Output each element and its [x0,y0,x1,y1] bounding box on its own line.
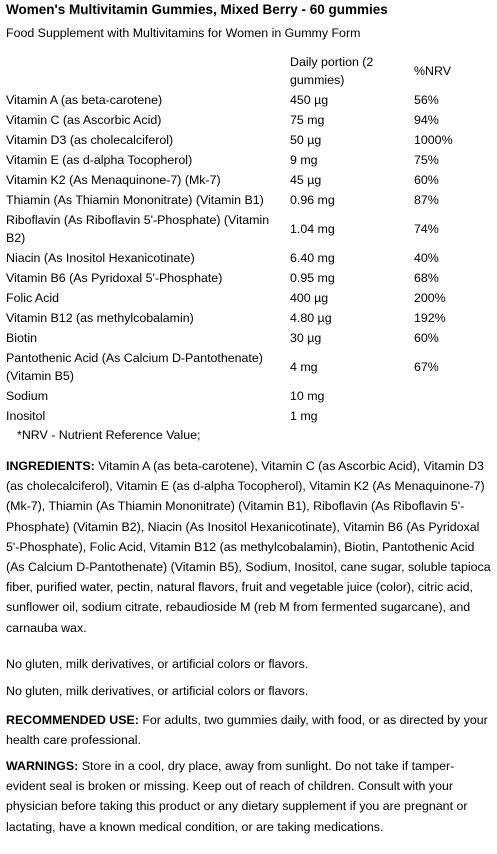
nutrient-nrv: 60% [414,331,439,345]
table-row [4,170,486,190]
nutrient-nrv: 192% [414,311,446,325]
ingredients-text: Vitamin A (as beta-carotene), Vitamin C (as Ascorbic Acid), Vitamin D3 (as cholecalciferol), Vitamin E (as d-alpha Tocopherol), Vitamin K2 (As Menaquinone-7) (Mk-7), Thiamin (As Thiamin Mononitrate) (Vitamin B1), Riboflavin (As Riboflavin 5'-Phosphate) (Vitamin B2), Niacin (As Inositol Hexanicotinate), Vitamin B6 (As Pyridoxal 5'-Phosphate), Folic Acid, Vitamin B12 (as methylcobalamin), Biotin, Pantothenic Acid (As Calcium D-Pantothenate) (Vitamin B5), Sodium, Inositol, cane sugar, soluble tapioca fiber, purified water, pectin, natural flavors, fruit and vegetable juice (color), citric acid, sunflower oil, sodium citrate, rebaudioside M (reb M from fermented sugarcane), and carnauba wax. [6,459,491,635]
product-subtitle: Food Supplement with Multivitamins for Women in Gummy Form [6,26,361,40]
nutrient-nrv: 60% [414,173,439,187]
header-name [4,52,288,90]
table-row [4,348,486,386]
nutrient-amount: 4 mg [290,360,318,374]
recommended-use-paragraph [6,710,491,750]
nutrient-amount: 1.04 mg [290,222,335,236]
nutrient-nrv: 87% [414,193,439,207]
nutrient-nrv: 1000% [414,133,453,147]
warnings-label: WARNINGS: [6,759,79,773]
table-row [4,328,486,348]
nutrient-amount: 10 mg [290,389,325,403]
recommended-use-text: For adults, two gummies daily, with food, or as directed by your health care professional. [6,713,488,748]
nutrient-nrv [412,406,486,426]
product-title: Women's Multivitamin Gummies, Mixed Berry - 60 gummies [6,2,388,17]
nutrient-amount: 1 mg [290,409,318,423]
header-daily-portion: Daily portion (2 gummies) [290,55,374,87]
table-row [4,130,486,150]
nutrient-amount: 4.80 µg [290,311,332,325]
nutrient-nrv: 56% [414,93,439,107]
table-row [4,406,486,426]
nutrient-amount: 450 µg [290,93,329,107]
nutrient-nrv: 67% [414,360,439,374]
nutrient-name: Vitamin D3 (as cholecalciferol) [6,133,174,147]
warnings-text: Store in a cool, dry place, away from sunlight. Do not take if tamper-evident seal is broken or missing. Keep out of reach of children. Consult with your physician before taking this product or any dietary supplement if you are pregnant or lactating, have a known medical condition, or are taking medications. [6,759,468,834]
nutrient-amount: 45 µg [290,173,322,187]
allergen-notice-2: No gluten, milk derivatives, or artificial colors or flavors. [6,684,309,698]
warnings-paragraph [6,756,491,837]
nutrient-amount: 0.95 mg [290,271,335,285]
nutrient-name: Folic Acid [6,291,60,305]
nutrient-nrv: 75% [414,153,439,167]
ingredients-paragraph [6,456,491,638]
nutrient-name: Riboflavin (As Riboflavin 5'-Phosphate) (Vitamin B2) [6,213,270,245]
nutrient-name: Niacin (As Inositol Hexanicotinate) [6,251,195,265]
nutrient-nrv: 200% [414,291,446,305]
table-row [4,288,486,308]
table-row [4,248,486,268]
nutrient-name: Vitamin B6 (As Pyridoxal 5'-Phosphate) [6,271,223,285]
nrv-footnote: *NRV - Nutrient Reference Value; [17,428,201,442]
nutrient-amount: 0.96 mg [290,193,335,207]
table-row [4,268,486,288]
nutrient-name: Pantothenic Acid (As Calcium D-Pantothenate) (Vitamin B5) [6,351,263,383]
ingredients-label: INGREDIENTS: [6,459,95,473]
nutrient-amount: 400 µg [290,291,329,305]
table-row [4,110,486,130]
nutrient-name: Inositol [6,409,46,423]
nutrient-name: Sodium [6,389,49,403]
nutrient-nrv: 68% [414,271,439,285]
nutrient-name: Vitamin E (as d-alpha Tocopherol) [6,153,193,167]
nutrient-nrv: 40% [414,251,439,265]
nutrient-name: Vitamin B12 (as methylcobalamin) [6,311,194,325]
table-row [4,190,486,210]
nutrient-nrv: 74% [414,222,439,236]
nutrient-nrv [412,386,486,406]
nutrient-amount: 9 mg [290,153,318,167]
recommended-use-label: RECOMMENDED USE: [6,713,139,727]
table-row [4,308,486,328]
nutrient-name: Vitamin A (as beta-carotene) [6,93,163,107]
nutrition-table-header [4,52,486,90]
table-row [4,90,486,110]
nutrient-amount: 30 µg [290,331,322,345]
nutrient-nrv: 94% [414,113,439,127]
nutrient-name: Biotin [6,331,37,345]
header-nrv: %NRV [414,64,451,78]
nutrient-name: Thiamin (As Thiamin Mononitrate) (Vitamin B1) [6,193,264,207]
nutrition-table [4,52,486,426]
nutrient-amount: 6.40 mg [290,251,335,265]
nutrient-amount: 75 mg [290,113,325,127]
allergen-notice-1: No gluten, milk derivatives, or artificial colors or flavors. [6,657,309,671]
table-row [4,386,486,406]
table-row [4,150,486,170]
nutrient-amount: 50 µg [290,133,322,147]
table-row [4,210,486,248]
nutrient-name: Vitamin C (as Ascorbic Acid) [6,113,162,127]
nutrient-name: Vitamin K2 (As Menaquinone-7) (Mk-7) [6,173,221,187]
